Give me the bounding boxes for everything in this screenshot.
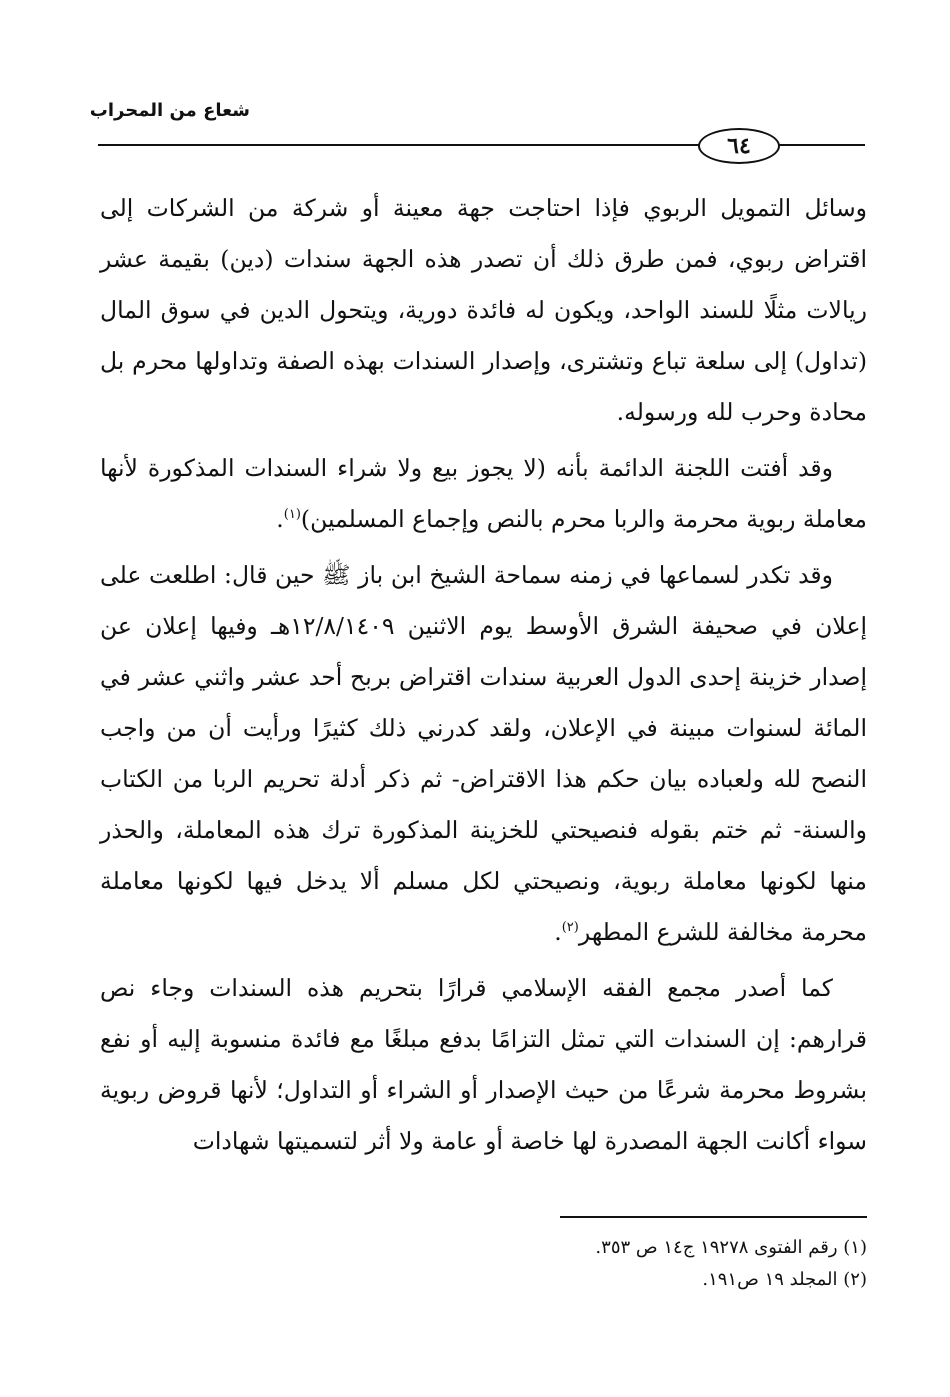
footnote-rule [560,1216,867,1218]
paragraph: وسائل التمويل الربوي فإذا احتاجت جهة معينة أو شركة من الشركات إلى اقتراض ربوي، فمن طرق ذلك أن تصدر هذه الجهة سندات (دين) بقيمة عشر ريالات مثلًا للسند الواحد، ويكون له فائدة دورية، ويتحول الدين في سوق المال (تداول) إلى سلعة تباع وتشترى، وإصدار السندات بهذه الصفة وتداولها محرم بل محادة وحرب لله ورسوله. [100,194,867,426]
footnote: (٢) المجلد ١٩ ص١٩١. [702,1269,867,1290]
paragraph-end: . [554,918,562,946]
paragraph [100,443,867,545]
page-number-text: ٦٤ [727,133,751,159]
paragraph: كما أصدر مجمع الفقه الإسلامي قرارًا بتحريم هذه السندات وجاء نص قرارهم: إن السندات التي تمثل التزامًا بدفع مبلغًا مع فائدة منسوبة إليه أو نفع بشروط محرمة شرعًا من حيث الإصدار أو الشراء أو التداول؛ لأنها قروض ربوية سواء أكانت الجهة المصدرة لها خاصة أو عامة ولا أثر لتسميتها شهادات [100,974,867,1155]
footnotes [400,1232,867,1296]
paragraph-text: وقد تكدر لسماعها في زمنه سماحة الشيخ ابن باز ﷺ حين قال: اطلعت على إعلان في صحيفة الشرق الأوسط يوم الاثنين ١٢/٨/١٤٠٩هـ وفيها إعلان عن إصدار خزينة إحدى الدول العربية سندات اقتراض بربح أحد عشر واثني عشر في المائة لسنوات مبينة في الإعلان، ولقد كدرني ذلك كثيرًا ورأيت أن من واجب النصح لله ولعباده بيان حكم هذا الاقتراض- ثم ذكر أدلة تحريم الربا من الكتاب والسنة- ثم ختم بقوله فنصيحتي للخزينة المذكورة ترك هذه المعاملة، والحذر منها لكونها معاملة ربوية، ونصيحتي لكل مسلم ألا يدخل فيها لكونها معاملة محرمة مخالفة للشرع المطهر [100,561,867,946]
paragraph [100,550,867,958]
footnote-reference: (٢) [561,920,579,936]
paragraph-end: . [276,505,284,533]
paragraph-text: وقد أفتت اللجنة الدائمة بأنه (لا يجوز بيع ولا شراء السندات المذكورة لأنها معاملة ربوية محرمة والربا محرم بالنص وإجماع المسلمين) [100,454,867,533]
running-title: شعاع من المحراب [89,100,250,121]
page-number [698,128,780,164]
footnote-reference: (١) [283,507,301,523]
body-text [100,183,867,1167]
footnote: (١) رقم الفتوى ١٩٢٧٨ ج١٤ ص ٣٥٣. [595,1237,867,1258]
